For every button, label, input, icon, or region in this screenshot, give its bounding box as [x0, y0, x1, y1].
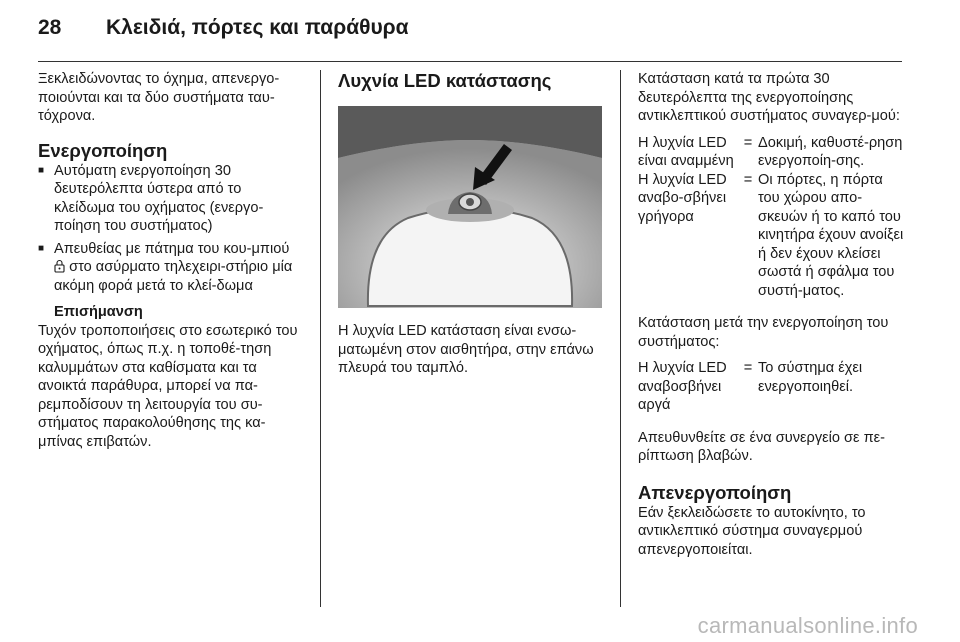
note-box — [38, 303, 303, 322]
list-item — [38, 240, 303, 296]
status-table-1 — [638, 134, 906, 301]
list-item — [38, 162, 303, 236]
bullet-text-direct-a: Απευθείας με πάτημα του κου-μπιού — [54, 240, 290, 257]
column-divider-2 — [620, 70, 621, 607]
page-title: Κλειδιά, πόρτες και παράθυρα — [106, 16, 409, 39]
deactivation-text: Εάν ξεκλειδώσετε το αυτοκίνητο, το αντικλεπτικό σύστημα συναγερμού απενεργοποιείται. — [638, 504, 866, 558]
table-cell-meaning: Οι πόρτες, η πόρτα του χώρου απο-σκευών ή το καπό του κινητήρα έχουν ανοίξει ή δεν έχουν κλείσει σωστά ή σφάλμα του συστή-ματος. — [758, 171, 904, 299]
table-cell-equals: = — [743, 134, 753, 151]
table-cell-state: Η λυχνία LED είναι αναμμένη — [638, 134, 734, 169]
workshop-advice: Απευθυνθείτε σε ένα συνεργείο σε πε-ρίπτωση βλαβών. — [638, 429, 886, 464]
heading-deactivation: Απενεργοποίηση — [638, 481, 792, 503]
bullet-square-icon: ■ — [38, 242, 45, 254]
status-first-30s: Κατάσταση κατά τα πρώτα 30 δευτερόλεπτα της ενεργοποίησης αντικλεπτικού συστήματος συναγερ-μού: — [638, 71, 900, 124]
lock-icon — [54, 259, 65, 273]
page-header — [38, 16, 409, 40]
table-cell-state: Η λυχνία LED αναβοσβήνει αργά — [638, 360, 727, 413]
page-number: 28 — [38, 16, 62, 39]
intro-paragraph: Ξεκλειδώνοντας το όχημα, απενεργο-ποιούνται και τα δύο συστήματα ταυ-τόχρονα. — [38, 71, 280, 124]
note-title: Επισήμανση — [54, 304, 143, 320]
watermark: carmanualsonline.info — [697, 613, 918, 638]
bullet-text-auto: Αυτόματη ενεργοποίηση 30 δευτερόλεπτα ύστερα από το κλείδωμα του οχήματος (ενεργο-ποίηση του συστήματος) — [54, 162, 264, 234]
table-cell-equals: = — [743, 360, 753, 376]
bullet-text-direct-b: στο ασύρματο τηλεχειρι-στήριο μία ακόμη φορά μετά το κλεί-δωμα — [54, 259, 293, 294]
heading-status-led: Λυχνία LED κατάστασης — [338, 70, 552, 91]
column-left — [38, 70, 303, 451]
bullet-square-icon: ■ — [38, 164, 45, 176]
dashboard-sensor-photo — [338, 106, 602, 308]
table-cell-equals: = — [743, 171, 753, 188]
status-after-activation: Κατάσταση μετά την ενεργοποίηση του συστήματος: — [638, 315, 889, 350]
heading-activation: Ενεργοποίηση — [38, 139, 168, 161]
table-cell-meaning: Δοκιμή, καθυστέ-ρηση ενεργοποίη-σης. — [758, 134, 903, 169]
column-divider-1 — [320, 70, 321, 607]
table-cell-meaning: Το σύστημα έχει ενεργοποιηθεί. — [758, 360, 863, 395]
column-right — [638, 70, 906, 559]
note-text: Τυχόν τροποποιήσεις στο εσωτερικό του οχήματος, όπως π.χ. η τοποθέ-τηση καλυμμάτων στα καθίσματα και τα ανοικτά παράθυρα, μπορεί να πα-ρεμποδίσουν τη λειτουργία του συ-στήματος παρακολούθησης της κα-μπίνας επιβατών. — [38, 322, 298, 450]
header-rule — [38, 61, 902, 62]
table-cell-state: Η λυχνία LED αναβο-σβήνει γρήγορα — [638, 171, 727, 225]
status-table-2 — [638, 359, 906, 415]
column-middle — [338, 70, 606, 378]
photo-caption: Η λυχνία LED κατάσταση είναι ενσω-ματωμένη στον αισθητήρα, στην επάνω πλευρά του ταμπλό. — [338, 323, 594, 376]
